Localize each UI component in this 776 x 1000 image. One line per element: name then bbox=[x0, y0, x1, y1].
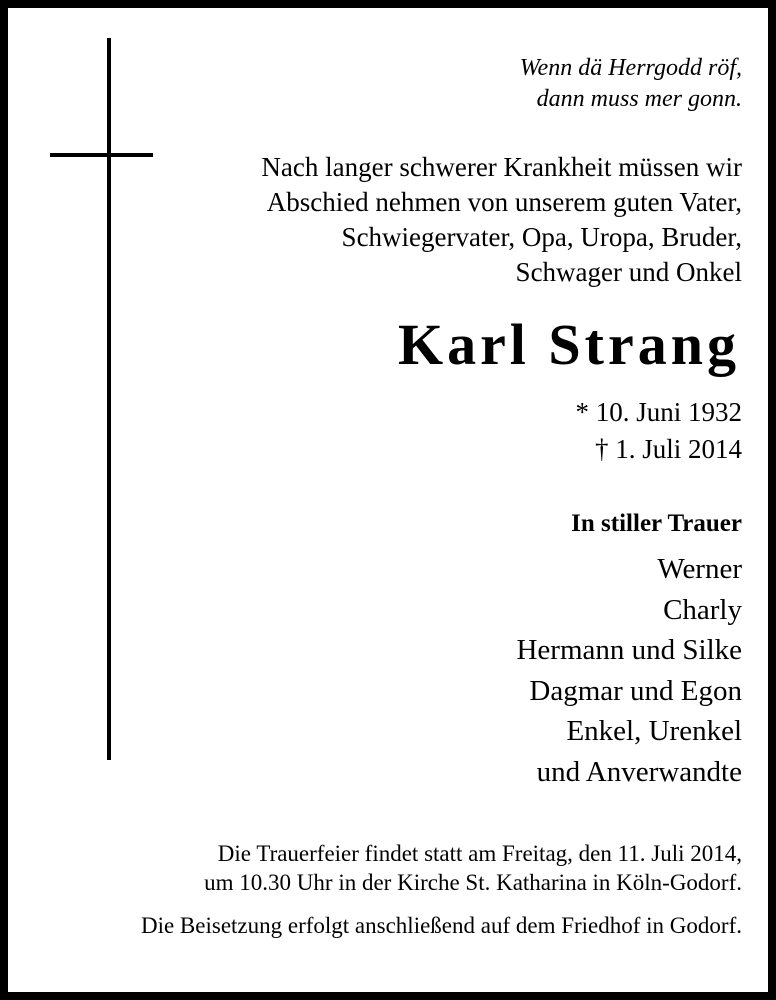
burial-info: Die Beisetzung erfolgt anschließend auf dem Friedhof in Godorf. bbox=[140, 913, 742, 938]
mourner-name: Dagmar und Egon bbox=[529, 674, 742, 707]
mourners-list bbox=[516, 549, 742, 793]
cross-icon bbox=[107, 38, 111, 760]
mourning-heading: In stiller Trauer bbox=[571, 510, 742, 537]
ceremony-line: Die Trauerfeier findet statt am Freitag, den 11. Juli 2014, bbox=[217, 841, 742, 866]
life-dates bbox=[575, 394, 742, 468]
mourner-name: Werner bbox=[657, 553, 742, 585]
intro-line: Schwiegervater, Opa, Uropa, Bruder, bbox=[341, 222, 742, 252]
deceased-name: Karl Strang bbox=[397, 312, 740, 377]
mourner-name: Enkel, Urenkel bbox=[566, 715, 742, 748]
mourner-name: Hermann und Silke bbox=[516, 634, 742, 667]
motto-line: Wenn dä Herrgodd röf, bbox=[519, 55, 742, 81]
cross-icon-crossbar bbox=[50, 153, 153, 157]
birth-date: * 10. Juni 1932 bbox=[575, 397, 742, 427]
intro-text bbox=[261, 150, 742, 290]
mourner-name: Charly bbox=[663, 593, 742, 626]
ceremony-info bbox=[204, 839, 742, 897]
motto-line: dann muss mer gonn. bbox=[536, 86, 742, 112]
intro-line: Nach langer schwerer Krankheit müssen wir bbox=[261, 152, 742, 182]
intro-line: Schwager und Onkel bbox=[515, 257, 742, 287]
ceremony-line: um 10.30 Uhr in der Kirche St. Katharina in Köln-Godorf. bbox=[204, 870, 742, 895]
death-date: † 1. Juli 2014 bbox=[594, 434, 742, 464]
mourner-name: und Anverwandte bbox=[536, 755, 742, 788]
motto bbox=[520, 53, 742, 115]
intro-line: Abschied nehmen von unserem guten Vater, bbox=[266, 187, 742, 217]
